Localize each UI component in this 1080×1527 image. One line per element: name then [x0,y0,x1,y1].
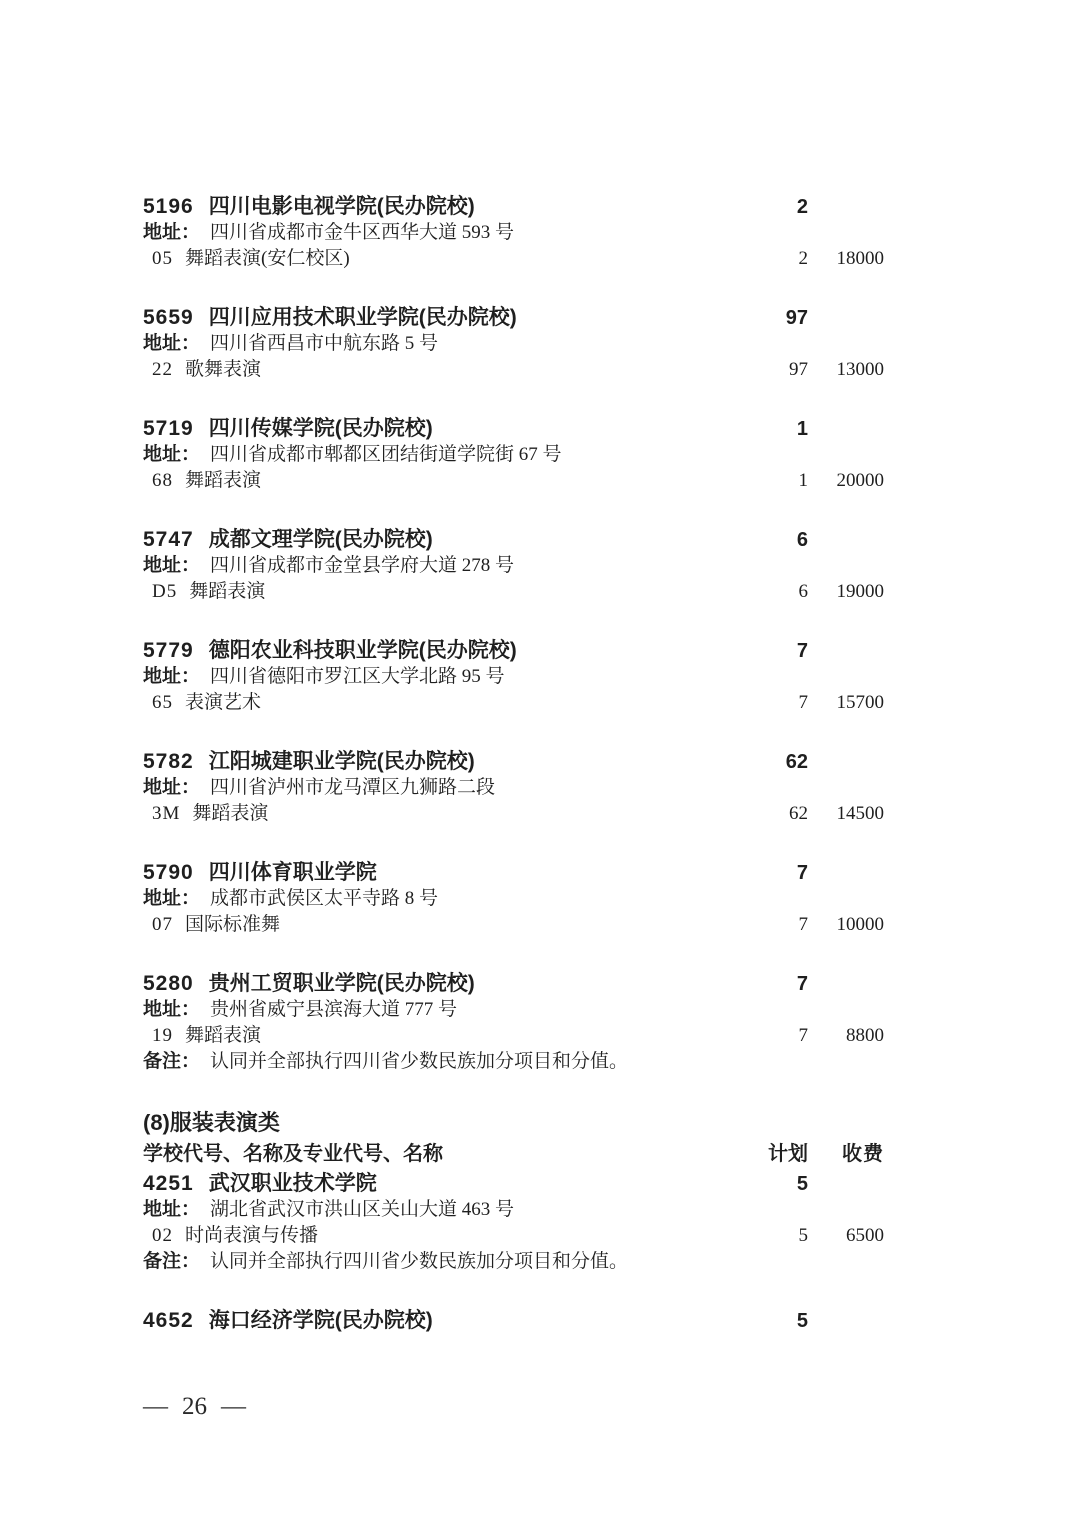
section-schools [143,194,884,1075]
school-title-row [143,194,884,220]
school-name: 四川传媒学院(民办院校) [208,417,433,440]
document-content [143,194,884,1367]
major-row [143,357,884,383]
school-block [143,416,884,494]
school-block [143,1171,884,1275]
address-label: 地址： [143,666,201,687]
footer-page-number: 26 [182,1393,207,1420]
major-row [143,912,884,938]
major-fee: 8800 [846,1025,884,1046]
major-code: 19 [152,1025,173,1046]
footer-dash-right: — [221,1393,246,1420]
school-majors [143,1223,884,1249]
school-majors [143,912,884,938]
major-row [143,246,884,272]
major-code: 07 [152,914,173,935]
school-block [143,1308,884,1334]
address-text: 四川省成都市金堂县学府大道 278 号 [210,555,515,576]
address-text: 四川省成都市金牛区西华大道 593 号 [210,222,515,243]
school-name: 四川电影电视学院(民办院校) [208,195,475,218]
address-text: 贵州省威宁县滨海大道 777 号 [210,999,458,1020]
major-fee: 14500 [836,803,884,824]
major-code: D5 [152,581,178,602]
school-address-row [143,442,884,468]
header-fee: 收费 [842,1143,884,1165]
school-majors [143,246,884,272]
major-name: 舞蹈表演(安仁校区) [185,248,350,269]
address-text: 湖北省武汉市洪山区关山大道 463 号 [210,1199,515,1220]
major-plan: 7 [798,1025,808,1046]
school-majors [143,468,884,494]
note-text: 认同并全部执行四川省少数民族加分项目和分值。 [210,1051,629,1072]
school-plan: 1 [796,418,808,440]
footer-dash-left: — [143,1393,168,1420]
major-fee: 6500 [846,1225,884,1246]
major-code: 65 [152,692,173,713]
major-fee: 10000 [836,914,884,935]
note-text: 认同并全部执行四川省少数民族加分项目和分值。 [210,1251,629,1272]
address-text: 四川省德阳市罗江区大学北路 95 号 [210,666,505,687]
school-block [143,971,884,1075]
major-row [143,690,884,716]
school-note-row [143,1049,884,1075]
major-name: 歌舞表演 [185,359,262,380]
address-text: 四川省成都市郫都区团结街道学院街 67 号 [210,444,562,465]
school-name: 江阳城建职业学院(民办院校) [208,750,475,773]
school-title-row [143,416,884,442]
address-label: 地址： [143,1199,201,1220]
school-title-row [143,305,884,331]
major-name: 舞蹈表演 [185,1025,262,1046]
major-plan: 62 [789,803,808,824]
school-address-row [143,331,884,357]
school-code: 4652 [143,1309,194,1332]
major-row [143,801,884,827]
header-plan: 计划 [768,1143,808,1165]
major-plan: 7 [798,914,808,935]
major-fee: 19000 [836,581,884,602]
section-schools [143,1171,884,1334]
school-name: 海口经济学院(民办院校) [208,1309,433,1332]
school-plan: 7 [796,973,808,995]
school-code: 5280 [143,972,194,995]
header-left: 学校代号、名称及专业代号、名称 [143,1143,443,1165]
school-plan: 6 [796,529,808,551]
school-code: 5719 [143,417,194,440]
major-row [143,1223,884,1249]
major-name: 国际标准舞 [185,914,281,935]
major-code: 05 [152,248,173,269]
major-fee: 18000 [836,248,884,269]
school-majors [143,357,884,383]
major-name: 舞蹈表演 [185,470,262,491]
school-name: 四川应用技术职业学院(民办院校) [208,306,517,329]
major-plan: 5 [798,1225,808,1246]
section [143,1108,884,1334]
major-code: 3M [152,803,181,824]
school-block [143,194,884,272]
school-block [143,527,884,605]
school-address-row [143,664,884,690]
address-text: 四川省西昌市中航东路 5 号 [210,333,439,354]
major-row [143,468,884,494]
school-block [143,749,884,827]
major-plan: 7 [798,692,808,713]
school-name: 德阳农业科技职业学院(民办院校) [208,639,517,662]
school-code: 5790 [143,861,194,884]
school-code: 5747 [143,528,194,551]
major-fee: 20000 [836,470,884,491]
major-row [143,1023,884,1049]
address-label: 地址： [143,999,201,1020]
major-name: 表演艺术 [185,692,262,713]
school-name: 成都文理学院(民办院校) [208,528,433,551]
note-label: 备注： [143,1051,201,1072]
school-majors [143,801,884,827]
school-title-row [143,860,884,886]
school-address-row [143,886,884,912]
school-code: 5782 [143,750,194,773]
school-title-row [143,971,884,997]
school-code: 5779 [143,639,194,662]
major-name: 舞蹈表演 [189,581,266,602]
school-plan: 7 [796,862,808,884]
school-title-row [143,1171,884,1197]
major-name: 时尚表演与传播 [185,1225,319,1246]
school-address-row [143,775,884,801]
school-name: 四川体育职业学院 [208,861,377,884]
major-plan: 97 [789,359,808,380]
address-label: 地址： [143,222,201,243]
school-block [143,860,884,938]
major-code: 68 [152,470,173,491]
school-plan: 62 [785,751,808,773]
address-text: 四川省泸州市龙马潭区九狮路二段 [210,777,496,798]
school-majors [143,579,884,605]
major-fee: 13000 [836,359,884,380]
school-title-row [143,749,884,775]
major-code: 22 [152,359,173,380]
major-code: 02 [152,1225,173,1246]
school-address-row [143,220,884,246]
school-majors [143,690,884,716]
major-fee: 15700 [836,692,884,713]
address-label: 地址： [143,888,201,909]
address-label: 地址： [143,444,201,465]
address-text: 成都市武侯区太平寺路 8 号 [210,888,439,909]
school-plan: 2 [796,196,808,218]
school-code: 5659 [143,306,194,329]
school-title-row [143,527,884,553]
school-address-row [143,1197,884,1223]
school-plan: 5 [796,1310,808,1332]
school-address-row [143,997,884,1023]
school-code: 4251 [143,1172,194,1195]
major-plan: 1 [798,470,808,491]
school-block [143,305,884,383]
school-name: 贵州工贸职业学院(民办院校) [208,972,475,995]
major-plan: 2 [798,248,808,269]
school-plan: 5 [796,1173,808,1195]
school-note-row [143,1249,884,1275]
major-plan: 6 [798,581,808,602]
address-label: 地址： [143,555,201,576]
school-plan: 97 [785,307,808,329]
school-block [143,638,884,716]
address-label: 地址： [143,333,201,354]
major-row [143,579,884,605]
address-label: 地址： [143,777,201,798]
section-heading: (8)服装表演类 [143,1110,280,1135]
table-header-row [143,1141,884,1167]
school-plan: 7 [796,640,808,662]
school-name: 武汉职业技术学院 [208,1172,377,1195]
note-label: 备注： [143,1251,201,1272]
school-address-row [143,553,884,579]
section [143,194,884,1075]
school-title-row [143,638,884,664]
school-majors [143,1023,884,1049]
school-title-row [143,1308,884,1334]
page-footer [143,1392,246,1422]
school-code: 5196 [143,195,194,218]
major-name: 舞蹈表演 [192,803,269,824]
